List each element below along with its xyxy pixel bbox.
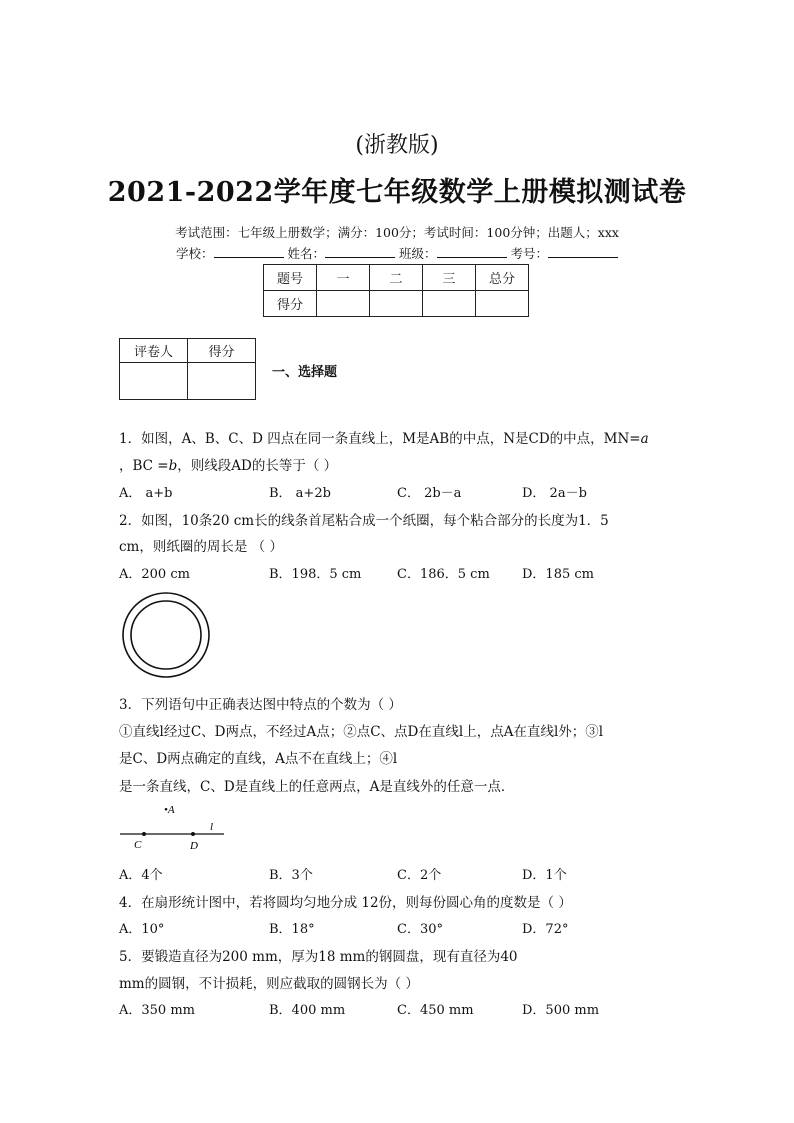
grader-header-cell: 评卷人	[120, 339, 188, 363]
ring-inner	[131, 601, 201, 669]
q4-option-b[interactable]: B．18°	[269, 922, 315, 937]
q5-option-c[interactable]: C．450 mm	[397, 1003, 474, 1018]
score-header-cell: 总分	[476, 265, 529, 291]
question-3-line-4: 是一条直线，C、D是直线上的任意两点，A是直线外的任意一点．	[119, 779, 515, 795]
question-5-line-1: 5．要锻造直径为200 mm，厚为18 mm的钢圆盘，现有直径为40	[119, 949, 518, 965]
question-3-line-2: ①直线l经过C、D两点，不经过A点；②点C、点D在直线l上，点A在直线l外；③l	[119, 724, 604, 740]
score-header-cell: 题号	[264, 265, 317, 291]
paper-ring-figure	[118, 590, 214, 680]
exam-no-blank[interactable]	[548, 245, 618, 258]
ring-outer	[123, 593, 209, 677]
q2-option-b[interactable]: B．198．5 cm	[269, 567, 362, 582]
label-l: l	[210, 821, 214, 833]
q1-option-d[interactable]: D． 2a－b	[522, 486, 587, 501]
score-cell[interactable]	[370, 291, 423, 317]
q2-option-a[interactable]: A．200 cm	[119, 567, 190, 582]
score-header-cell: 三	[423, 265, 476, 291]
q5-option-d[interactable]: D．500 mm	[522, 1003, 600, 1018]
question-2-line-2: cm，则纸圈的周长是 （ ）	[119, 539, 283, 555]
grader-cell[interactable]	[120, 363, 188, 400]
question-3-line-3: 是C、D两点确定的直线，A点不在直线上；④l	[119, 751, 398, 767]
q3-option-d[interactable]: D．1个	[522, 868, 567, 883]
q4-option-c[interactable]: C．30°	[397, 922, 443, 937]
q3-option-a[interactable]: A．4个	[119, 868, 163, 883]
q2-option-d[interactable]: D．185 cm	[522, 567, 594, 582]
grader-cell[interactable]	[188, 363, 256, 400]
subtitle: (浙教版)	[355, 133, 439, 158]
score-table	[263, 264, 529, 317]
score-cell[interactable]	[317, 291, 370, 317]
line-figure	[116, 800, 231, 852]
label-c: C	[134, 839, 142, 851]
score-cell[interactable]	[476, 291, 529, 317]
exam-info: 考试范围：七年级上册数学；满分：100分；考试时间：100分钟；出题人；xxx	[175, 225, 619, 240]
section-title: 一、选择题	[272, 365, 338, 380]
q5-option-a[interactable]: A．350 mm	[119, 1003, 195, 1018]
q1-option-b[interactable]: B． a+2b	[269, 486, 331, 501]
label-d: D	[190, 840, 198, 852]
school-label: 学校：	[175, 246, 214, 261]
q5-option-b[interactable]: B．400 mm	[269, 1003, 346, 1018]
school-blank[interactable]	[214, 245, 284, 258]
class-label: 班级：	[398, 246, 437, 261]
score-row-label: 得分	[264, 291, 317, 317]
q2-option-c[interactable]: C．186．5 cm	[397, 567, 490, 582]
q1-option-a[interactable]: A． a+b	[119, 486, 173, 501]
question-3-line-1: 3．下列语句中正确表达图中特点的个数为（ ）	[119, 697, 402, 713]
exam-no-label: 考号：	[510, 246, 548, 261]
label-a: •A	[164, 804, 175, 816]
grader-table	[119, 338, 256, 400]
question-4-line-1: 4．在扇形统计图中，若将圆均匀地分成 12份，则每份圆心角的度数是（ ）	[119, 895, 572, 911]
q3-option-b[interactable]: B．3个	[269, 868, 313, 883]
point-c	[142, 832, 146, 836]
score-cell[interactable]	[423, 291, 476, 317]
name-label: 姓名：	[287, 246, 325, 261]
q4-option-d[interactable]: D．72°	[522, 922, 569, 937]
question-1-line-1: 1．如图，A、B、C、D 四点在同一条直线上，M是AB的中点，N是CD的中点，MN=a	[119, 431, 649, 447]
page-title: 2021-2022学年度七年级数学上册模拟测试卷	[107, 177, 687, 208]
name-blank[interactable]	[325, 245, 395, 258]
question-2-line-1: 2．如图，10条20 cm长的线条首尾粘合成一个纸圈，每个粘合部分的长度为1．5	[119, 513, 609, 529]
class-blank[interactable]	[437, 245, 507, 258]
grader-header-cell: 得分	[188, 339, 256, 363]
score-header-cell: 二	[370, 265, 423, 291]
q4-option-a[interactable]: A．10°	[119, 922, 165, 937]
point-d	[191, 832, 195, 836]
student-fields	[0, 244, 794, 262]
score-header-cell: 一	[317, 265, 370, 291]
question-1-line-2: ，BC =b，则线段AD的长等于（ ）	[119, 458, 338, 474]
q1-option-c[interactable]: C． 2b－a	[397, 486, 462, 501]
q3-option-c[interactable]: C．2个	[397, 868, 442, 883]
question-5-line-2: mm的圆钢，不计损耗，则应截取的圆钢长为（ ）	[119, 976, 419, 992]
